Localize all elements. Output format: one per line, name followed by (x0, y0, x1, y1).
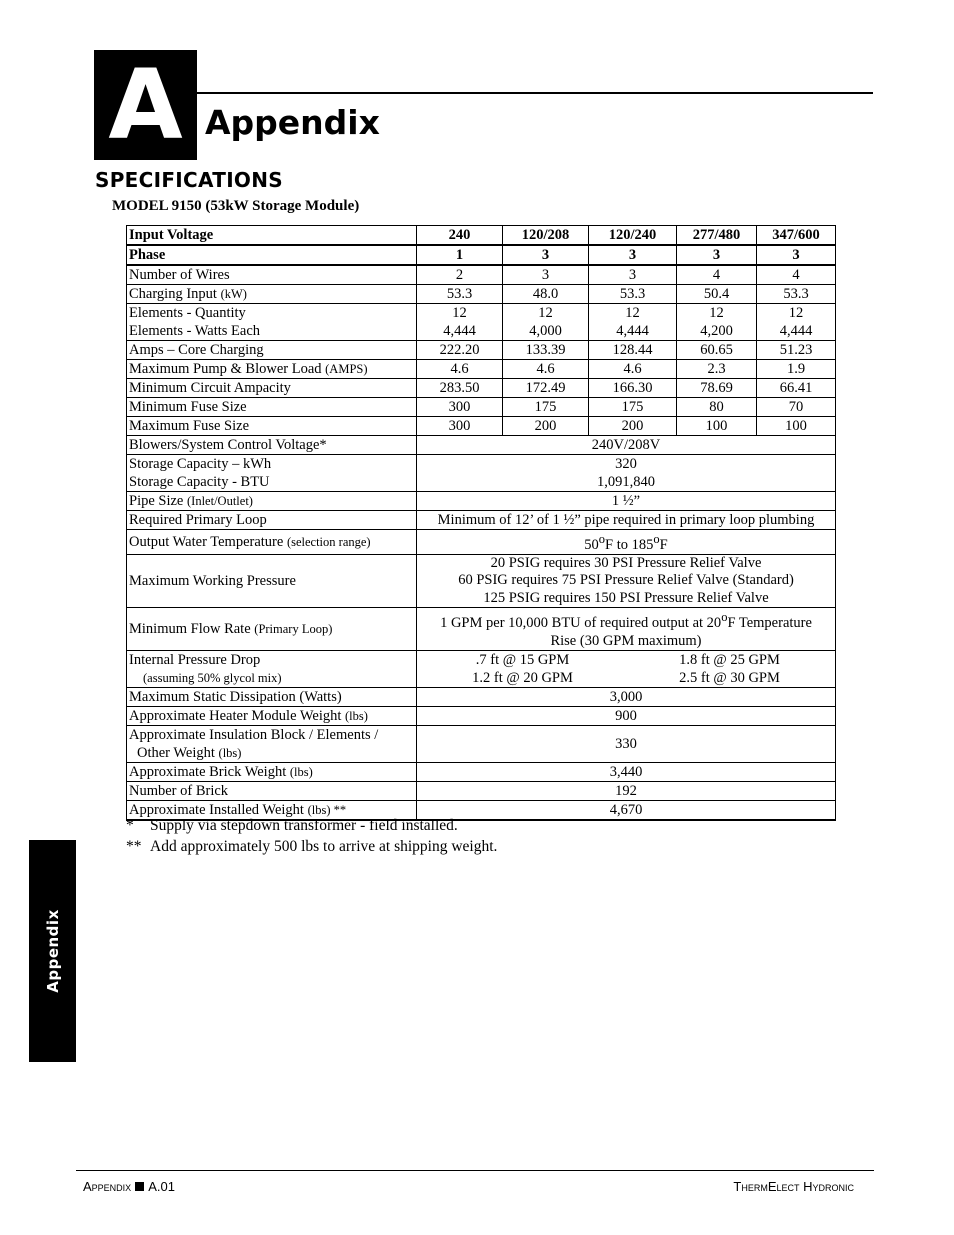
table-cell: 4.6 (417, 360, 503, 379)
table-cell: Minimum of 12’ of 1 ½” pipe required in primary loop plumbing (417, 511, 836, 530)
cell-value: 4,444 (443, 323, 476, 339)
page-number: A.01 (148, 1179, 175, 1194)
table-cell (127, 763, 417, 782)
table-row (127, 530, 836, 555)
row-label: Approximate Heater Module Weight (129, 708, 342, 725)
cell-value: 125 PSIG requires 150 PSI Pressure Relief Valve (483, 589, 769, 606)
table-cell: 200 (589, 417, 677, 436)
row-label: Output Water Temperature (129, 533, 284, 550)
row-unit: (selection range) (286, 534, 371, 549)
table-row (127, 651, 836, 688)
table-cell: 128.44 (589, 341, 677, 360)
table-cell: 78.69 (677, 379, 757, 398)
table-cell: 50.4 (677, 285, 757, 304)
section-heading: SPECIFICATIONS (95, 168, 283, 192)
table-cell: 100 (677, 417, 757, 436)
table-cell: 100 (757, 417, 836, 436)
table-cell: Phase (127, 245, 417, 265)
table-cell: 1.9 (757, 360, 836, 379)
table-cell: 347/600 (757, 226, 836, 246)
table-cell: Maximum Working Pressure (127, 554, 417, 608)
table-cell: Required Primary Loop (127, 511, 417, 530)
table-cell: 3,000 (417, 688, 836, 707)
table-cell (127, 608, 417, 651)
table-cell: 900 (417, 707, 836, 726)
table-cell: 3 (503, 265, 589, 285)
table-cell: 3 (589, 245, 677, 265)
table-cell: 4 (757, 265, 836, 285)
row-unit: (lbs) (218, 746, 242, 761)
table-cell: 172.49 (503, 379, 589, 398)
cell-value: 60 PSIG requires 75 PSI Pressure Relief Valve (Standard) (458, 572, 794, 589)
row-label: Internal Pressure Drop (129, 652, 261, 669)
table-row (127, 554, 836, 608)
table-row (127, 285, 836, 304)
cell-value: F (659, 536, 668, 553)
table-cell: 3 (677, 245, 757, 265)
table-cell (127, 398, 417, 417)
table-cell (417, 304, 503, 341)
table-row (127, 360, 836, 379)
footer-brand-label: ThermElect Hydronic (733, 1179, 854, 1194)
table-cell: 3 (757, 245, 836, 265)
appendix-letter-block (94, 50, 197, 160)
table-cell: 175 (503, 398, 589, 417)
table-cell: Blowers/System Control Voltage* (127, 436, 417, 455)
table-row (127, 492, 836, 511)
table-cell (127, 455, 417, 492)
table-header-row (127, 226, 836, 246)
table-cell: 240 (417, 226, 503, 246)
side-tab (29, 840, 76, 1062)
table-row (127, 608, 836, 651)
table-cell (127, 285, 417, 304)
row-label: Approximate Brick Weight (129, 764, 287, 781)
table-cell: 120/208 (503, 226, 589, 246)
cell-value: F to 185 (605, 536, 654, 553)
table-cell: 53.3 (589, 285, 677, 304)
table-cell (127, 379, 417, 398)
table-cell: 2 (417, 265, 503, 285)
table-cell (127, 341, 417, 360)
footnote-mark: * (126, 817, 134, 834)
footer-left (83, 1179, 175, 1194)
table-row (127, 782, 836, 801)
table-cell: 53.3 (417, 285, 503, 304)
row-label: Charging Input (129, 286, 217, 302)
table-cell: 3 (503, 245, 589, 265)
table-cell: 240V/208V (417, 436, 836, 455)
row-unit: (lbs) (289, 765, 313, 780)
row-unit: (lbs) (345, 709, 368, 724)
table-cell: 120/240 (589, 226, 677, 246)
table-cell: 200 (503, 417, 589, 436)
table-caption: MODEL 9150 (53kW Storage Module) (112, 198, 360, 214)
table-cell: 300 (417, 417, 503, 436)
table-cell: 300 (417, 398, 503, 417)
table-row (127, 417, 836, 436)
cell-value: 12 (538, 305, 553, 321)
cell-value: 50 (584, 536, 599, 553)
degree-mark: o (653, 532, 660, 546)
table-row (127, 304, 836, 341)
table-cell: 48.0 (503, 285, 589, 304)
table-cell: 4.6 (503, 360, 589, 379)
table-cell: 53.3 (757, 285, 836, 304)
table-cell: 4,670 (417, 801, 836, 821)
cell-value: 1.8 ft @ 25 GPM (679, 652, 780, 669)
cell-value: .7 ft @ 15 GPM (475, 652, 570, 669)
cell-value: 1 GPM per 10,000 BTU of required output at 20 (440, 615, 722, 632)
table-cell: 4.6 (589, 360, 677, 379)
row-unit: (lbs) ** (307, 803, 347, 818)
bottom-rule (76, 1170, 874, 1171)
cell-value: F Temperature (727, 615, 812, 632)
row-label: Maximum Pump & Blower Load (129, 361, 322, 377)
cell-value: 320 (615, 456, 637, 472)
row-unit: (kW) (220, 287, 247, 301)
table-cell: 60.65 (677, 341, 757, 360)
table-row (127, 455, 836, 492)
top-rule (197, 92, 873, 94)
table-cell (417, 554, 836, 608)
appendix-letter: A (108, 49, 183, 161)
cell-value: 12 (788, 305, 804, 321)
table-row (127, 398, 836, 417)
table-cell: 4 (677, 265, 757, 285)
cell-value: 20 PSIG requires 30 PSI Pressure Relief Valve (490, 554, 762, 571)
table-cell: 1 ½” (417, 492, 836, 511)
page-title: Appendix (205, 103, 380, 142)
row-label: Minimum Flow Rate (129, 621, 251, 638)
degree-mark: o (598, 532, 606, 546)
row-label: Minimum Circuit Ampacity (129, 380, 291, 396)
cell-value: 12 (452, 305, 467, 321)
row-label: Minimum Fuse Size (129, 399, 247, 415)
specifications-table (126, 225, 836, 821)
row-label: Elements - Watts Each (129, 323, 261, 339)
table-cell (127, 651, 417, 688)
table-cell: 277/480 (677, 226, 757, 246)
table-row (127, 245, 836, 265)
row-label: Amps – Core Charging (129, 342, 264, 358)
table-cell (417, 608, 836, 651)
cell-value: 4,444 (616, 323, 649, 339)
table-row (127, 341, 836, 360)
table-cell (757, 304, 836, 341)
table-cell (127, 417, 417, 436)
row-sublabel: (assuming 50% glycol mix) (143, 671, 282, 686)
footer-section-label: Appendix (83, 1179, 132, 1194)
row-unit: (AMPS) (325, 362, 368, 376)
row-label: Maximum Fuse Size (129, 418, 250, 434)
row-unit: (Primary Loop) (254, 622, 333, 637)
cell-value: 4,200 (700, 323, 733, 339)
table-cell: 330 (417, 726, 836, 763)
table-row (127, 707, 836, 726)
table-cell (503, 304, 589, 341)
cell-value: 4,444 (779, 323, 813, 339)
footnote-text: Add approximately 500 lbs to arrive at shipping weight. (150, 838, 498, 855)
row-label: Other Weight (137, 745, 215, 762)
cell-value: 2.5 ft @ 30 GPM (679, 670, 780, 687)
row-label: Number of Wires (129, 267, 230, 283)
pressure-drop-col (679, 651, 780, 687)
table-cell (127, 304, 417, 341)
table-cell: 3 (589, 265, 677, 285)
pressure-drop-grid (419, 651, 833, 687)
side-tab-label: Appendix (43, 909, 62, 993)
table-cell (589, 304, 677, 341)
table-cell: 283.50 (417, 379, 503, 398)
square-bullet-icon (135, 1182, 144, 1191)
cell-value: 12 (709, 305, 724, 321)
table-row (127, 379, 836, 398)
table-cell: Maximum Static Dissipation (Watts) (127, 688, 417, 707)
table-cell (127, 265, 417, 285)
row-label: Storage Capacity – kWh (129, 456, 272, 472)
table-cell: 1 (417, 245, 503, 265)
table-row (127, 436, 836, 455)
table-row (127, 688, 836, 707)
cell-value: Rise (30 GPM maximum) (550, 633, 702, 650)
table-cell: 70 (757, 398, 836, 417)
footnote (126, 817, 458, 835)
table-cell: 51.23 (757, 341, 836, 360)
row-label: Approximate Installed Weight (129, 802, 304, 819)
cell-value: 1,091,840 (597, 474, 655, 490)
footnote-mark: ** (126, 838, 142, 855)
table-cell (677, 304, 757, 341)
row-label: Storage Capacity - BTU (129, 474, 270, 490)
row-label: Elements - Quantity (129, 305, 246, 321)
table-cell (127, 530, 417, 555)
footnote-text: Supply via stepdown transformer - field installed. (150, 817, 458, 834)
table-row (127, 763, 836, 782)
table-cell (417, 651, 836, 688)
table-row (127, 726, 836, 763)
row-unit: (Inlet/Outlet) (187, 494, 253, 508)
row-label: Pipe Size (129, 493, 184, 509)
table-cell: 80 (677, 398, 757, 417)
table-cell (127, 726, 417, 763)
table-cell: 133.39 (503, 341, 589, 360)
table-cell: 166.30 (589, 379, 677, 398)
cell-value: 12 (625, 305, 640, 321)
table-cell (127, 492, 417, 511)
table-cell: 222.20 (417, 341, 503, 360)
table-cell: 3,440 (417, 763, 836, 782)
table-cell: 2.3 (677, 360, 757, 379)
table-cell (127, 707, 417, 726)
table-row (127, 265, 836, 285)
table-cell: Input Voltage (127, 226, 417, 246)
cell-value: 4,000 (529, 323, 562, 339)
cell-value: 1.2 ft @ 20 GPM (472, 670, 573, 687)
footnote (126, 838, 497, 856)
table-cell: Number of Brick (127, 782, 417, 801)
table-cell: 66.41 (757, 379, 836, 398)
table-row (127, 511, 836, 530)
table-cell (127, 360, 417, 379)
table-cell: 175 (589, 398, 677, 417)
table-cell (417, 455, 836, 492)
table-cell (417, 530, 836, 555)
degree-mark: o (721, 610, 728, 625)
table-cell: 192 (417, 782, 836, 801)
footer-right (733, 1179, 854, 1194)
row-label: Approximate Insulation Block / Elements / (129, 727, 379, 744)
pressure-drop-col (472, 651, 573, 687)
